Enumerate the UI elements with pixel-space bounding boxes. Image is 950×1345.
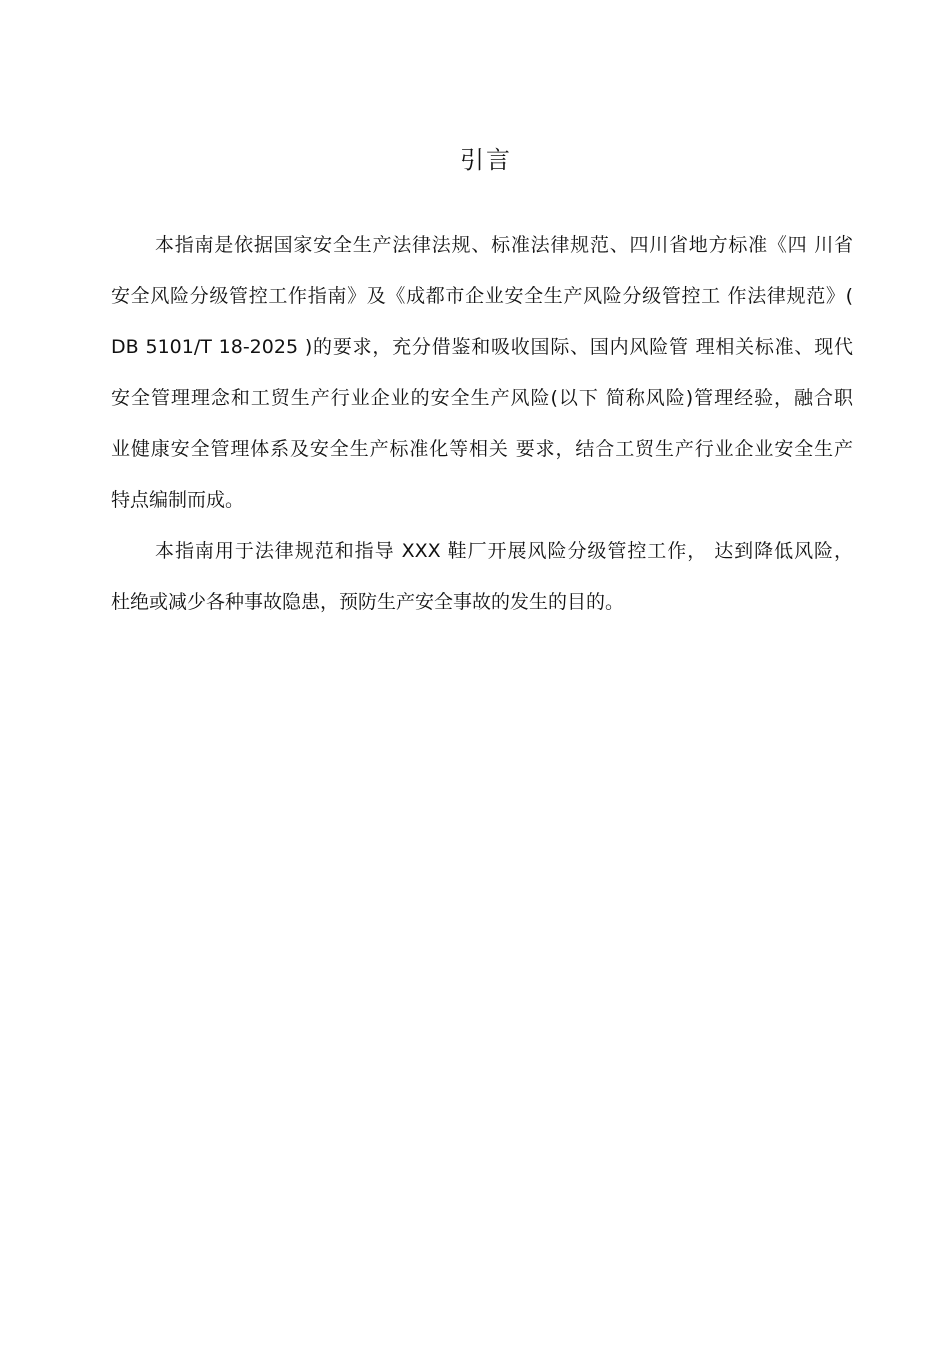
paragraph-1-line-3: DB 5101/T 18-2025 )的要求，充分借鉴和吸收国际、国内风险管 理相关标准、现代 <box>111 336 853 358</box>
paragraph-1-line-4: 安全管理理念和工贸生产行业企业的安全生产风险(以下 简称风险)管理经验，融合职 <box>111 387 853 409</box>
paragraph-2-line-2: 杜绝或减少各种事故隐患，预防生产安全事故的发生的目的。 <box>111 591 625 613</box>
paragraph-1-line-5: 业健康安全管理体系及安全生产标准化等相关 要求，结合工贸生产行业企业安全生产 <box>111 438 853 460</box>
paragraph-1 <box>111 228 853 534</box>
paragraph-2-line-1: 本指南用于法律规范和指导 XXX 鞋厂开展风险分级管控工作， 达到降低风险， <box>155 540 853 562</box>
document-body <box>111 228 853 636</box>
paragraph-1-line-1: 本指南是依据国家安全生产法律法规、标准法律规范、四川省地方标准《四 川省 <box>155 234 853 256</box>
page-title: 引言 <box>460 146 512 174</box>
paragraph-2 <box>111 534 853 636</box>
paragraph-1-line-2: 安全风险分级管控工作指南》及《成都市企业安全生产风险分级管控工 作法律规范》( <box>111 285 853 307</box>
paragraph-1-line-6: 特点编制而成。 <box>111 489 245 511</box>
